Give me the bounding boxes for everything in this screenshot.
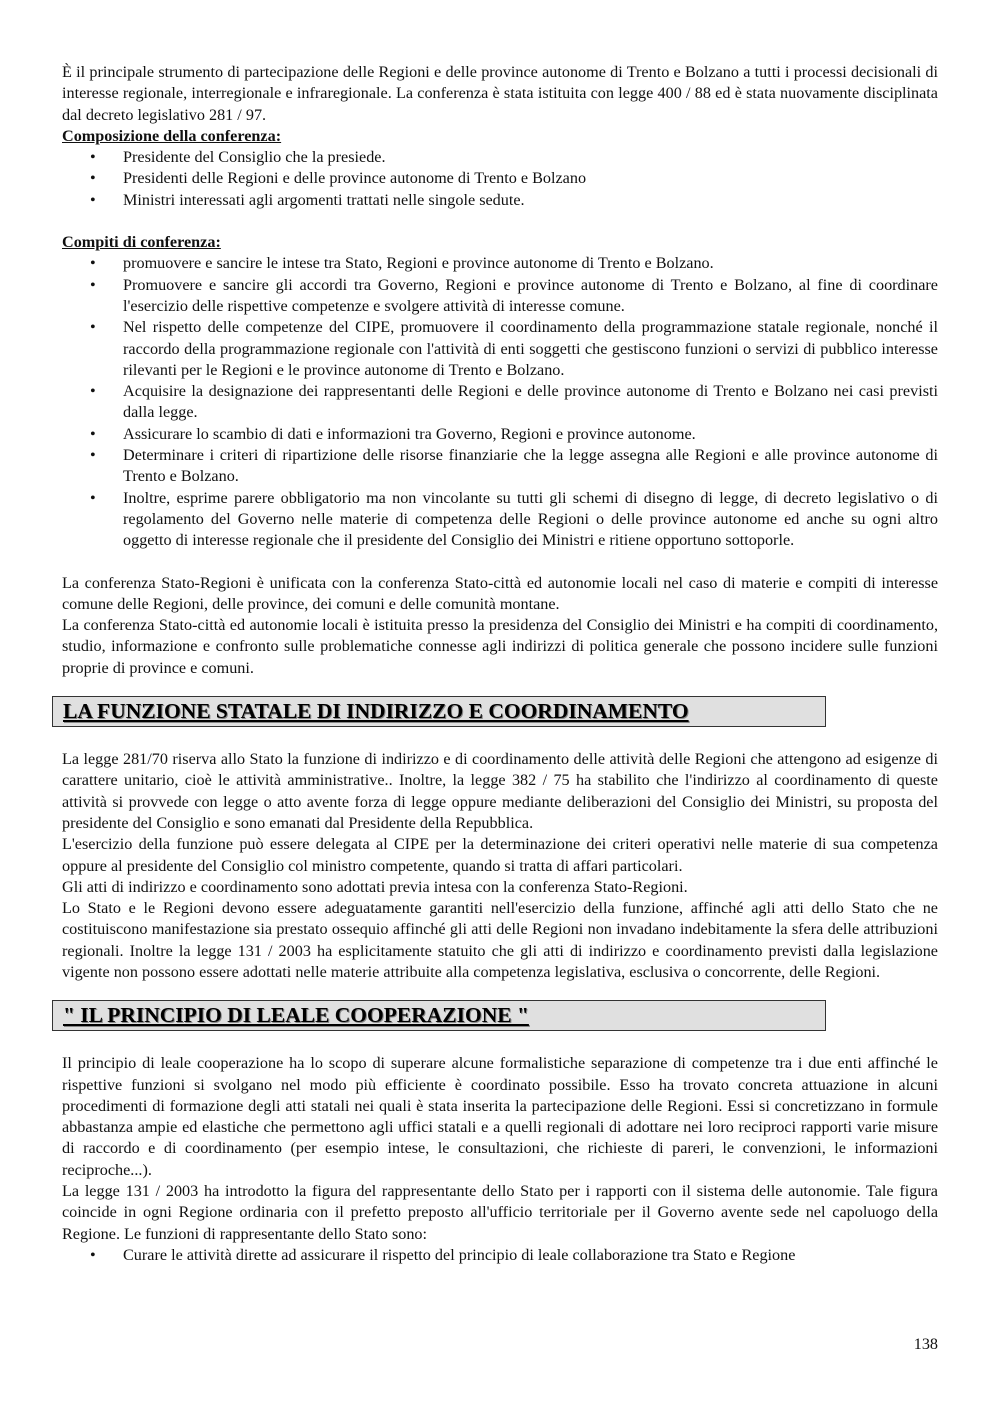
list-item: • promuovere e sancire le intese tra Stato, Regioni e province autonome di Trento e Bolzano. bbox=[62, 253, 938, 274]
funzioni-list bbox=[62, 1245, 938, 1266]
body-paragraph: Lo Stato e le Regioni devono essere adeguatamente garantiti nell'esercizio della funzione, affinché agli atti dello Stato che ne costituiscono manifestazione sia prestato ossequio affinché gli atti delle Regioni non invadano indebitamente la sfera delle attribuzioni regionali. Inoltre la legge 131 / 2003 ha esplicitamente statuito che gli atti di indirizzo e coordinamento previsti dalla legislazione vigente non possono essere adottati nelle materie attribuite alla competenza legislativa, esclusiva o concorrente, delle Regioni. bbox=[62, 899, 938, 981]
list-item: • Inoltre, esprime parere obbligatorio ma non vincolante su tutti gli schemi di disegno di legge, di decreto legislativo o di regolamento del Governo nelle materie di competenza delle Regioni o delle province autonome ed anche su ogni altro oggetto di interesse regionale che il presidente del Consiglio dei Ministri e ritiene opportuno sottoporle. bbox=[62, 488, 938, 552]
body-paragraph: La legge 281/70 riserva allo Stato la funzione di indirizzo e di coordinamento delle attività delle Regioni che attengono ad esigenze di carattere unitario, cioè le attività amministrative.. Inoltre, la legge 382 / 75 ha stabilito che l'indirizzo al coordinamento di queste attività si provvede con legge o atto avente forza di legge oppure mediante deliberazioni del Consiglio dei Ministri, su proposta del presidente del Consiglio e sono emanati dal Presidente della Repubblica. bbox=[62, 750, 938, 832]
body-paragraph: L'esercizio della funzione può essere delegata al CIPE per la determinazione dei criteri operativi nelle materie di sua competenza oppure al presidente del Consiglio col ministro competente, quando si tratta di affari particolari. bbox=[62, 835, 938, 875]
composizione-list bbox=[62, 147, 938, 211]
section-heading-indirizzo: LA FUNZIONE STATALE DI INDIRIZZO E COORDINAMENTO bbox=[52, 696, 826, 727]
intro-paragraph: È il principale strumento di partecipazione delle Regioni e delle province autonome di Trento e Bolzano a tutti i processi decisionali di interesse regionale, interregionale e infraregionale. La conferenza è stata istituita con legge 400 / 88 ed è stata nuovamente disciplinata dal decreto legislativo 281 / 97. bbox=[62, 63, 938, 124]
list-item: • Assicurare lo scambio di dati e informazioni tra Governo, Regioni e province autonome. bbox=[62, 424, 938, 445]
page-number: 138 bbox=[913, 1335, 938, 1353]
body-paragraph: La legge 131 / 2003 ha introdotto la figura del rappresentante dello Stato per i rapporti con il sistema delle autonomie. Tale figura coincide in ogni Regione ordinaria con il prefetto preposto all'ufficio territoriale per il Governo avente sede nel capoluogo della Regione. Le funzioni di rappresentante dello Stato sono: bbox=[62, 1182, 938, 1243]
list-item: • Promuovere e sancire gli accordi tra Governo, Regioni e province autonome di Trento e Bolzano, al fine di coordinare l'esercizio delle rispettive competenze e svolgere attività di interesse comune. bbox=[62, 275, 938, 318]
composizione-title: Composizione della conferenza: bbox=[62, 126, 282, 145]
body-paragraph: Il principio di leale cooperazione ha lo scopo di superare alcune formalistiche separazione di competenze tra i due enti affinché le rispettive funzioni si svolgano nel modo più efficiente è coordinato possibile. Esso ha trovato concreta attuazione in alcuni procedimenti di formazione degli atti statali nei quali è stata inserita la partecipazione delle Regioni. Essi si concretizzano in formule abbastanza ampie ed elastiche che permettono agli uffici statali e a quelli regionali di adottare nei loro reciproci rapporti varie misure di raccordo e di coordinamento (per esempio intese, le consultazioni, che richieste di pareri, le convenzioni, le informazioni reciproche...). bbox=[62, 1054, 938, 1179]
compiti-title: Compiti di conferenza: bbox=[62, 233, 221, 252]
list-item: • Presidenti delle Regioni e delle province autonome di Trento e Bolzano bbox=[62, 168, 938, 189]
closing-paragraph: La conferenza Stato-Regioni è unificata con la conferenza Stato-città ed autonomie locali nel caso di materie e compiti di interesse comune delle Regioni, delle province, dei comuni e delle comunità montane. bbox=[62, 573, 938, 613]
document-page bbox=[62, 62, 938, 1266]
compiti-list bbox=[62, 253, 938, 551]
list-item: • Nel rispetto delle competenze del CIPE, promuovere il coordinamento della programmazione statale regionale, nonché il raccordo della programmazione regionale con l'attività di enti soggetti che gestiscono funzioni o servizi di pubblico interesse rilevanti per le Regioni e le province autonome di Trento e Bolzano. bbox=[62, 317, 938, 381]
list-item: • Curare le attività dirette ad assicurare il rispetto del principio di leale collaborazione tra Stato e Regione bbox=[62, 1245, 938, 1266]
list-item: • Determinare i criteri di ripartizione delle risorse finanziarie che la legge assegna alle Regioni e alle province autonome di Trento e Bolzano. bbox=[62, 445, 938, 488]
section-heading-cooperazione: " IL PRINCIPIO DI LEALE COOPERAZIONE " bbox=[52, 1000, 826, 1031]
list-item: • Presidente del Consiglio che la presiede. bbox=[62, 147, 938, 168]
body-paragraph: Gli atti di indirizzo e coordinamento sono adottati previa intesa con la conferenza Stato-Regioni. bbox=[62, 877, 688, 896]
closing-paragraph: La conferenza Stato-città ed autonomie locali è istituita presso la presidenza del Consiglio dei Ministri e ha compiti di coordinamento, studio, informazione e confronto sulle problematiche connesse agli indirizzi di politica generale che possono incidere sulle funzioni proprie di province e comuni. bbox=[62, 616, 938, 677]
list-item: • Ministri interessati agli argomenti trattati nelle singole sedute. bbox=[62, 190, 938, 211]
list-item: • Acquisire la designazione dei rappresentanti delle Regioni e delle province autonome di Trento e Bolzano nei casi previsti dalla legge. bbox=[62, 381, 938, 424]
